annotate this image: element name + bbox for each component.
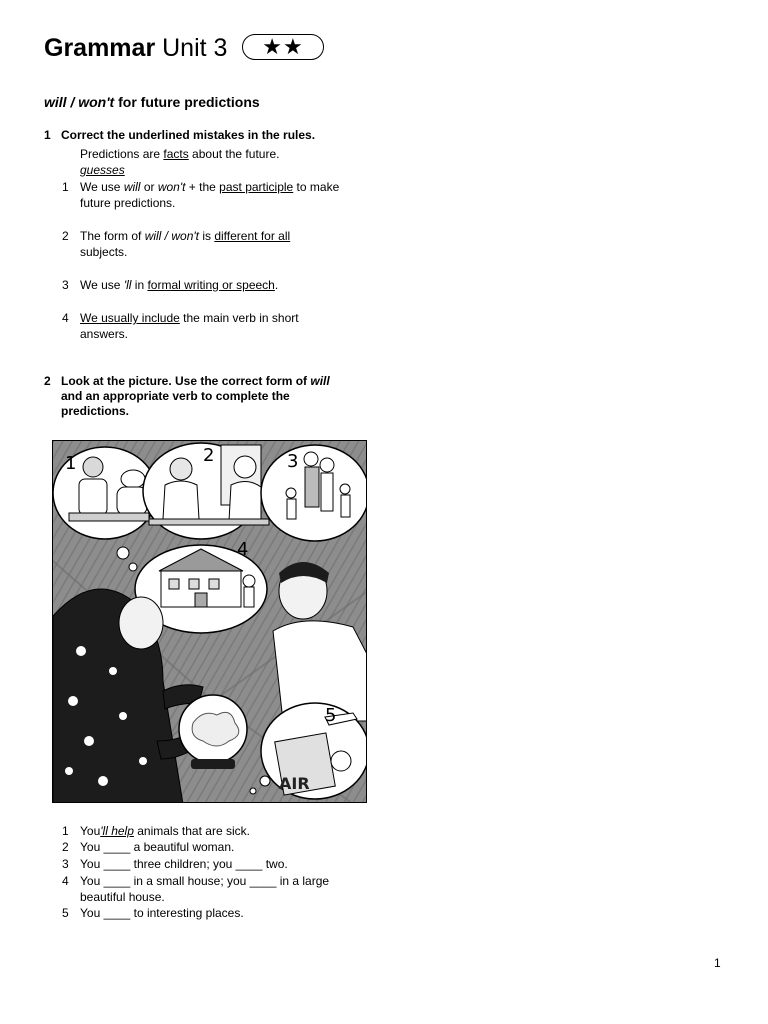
rule-1-line-1 [80,179,339,195]
rule-text: to make [293,180,340,194]
bubble-label-2: 2 [203,445,215,466]
sentence-5: You ____ to interesting places. [80,906,244,920]
bubble-label-1: 1 [65,453,77,474]
rule-1-number: 1 [62,180,69,194]
sentence-4-line-1: You ____ in a small house; you ____ in a large [80,874,330,888]
sentence-text: animals that are sick. [133,824,250,838]
rule-text: We use [80,180,124,194]
example-text-after: about the future. [188,147,280,161]
sentence-1-number: 1 [62,824,69,838]
sentence-2-number: 2 [62,840,69,854]
rule-underlined-mistake: We usually include [80,311,180,325]
sentence-3: You ____ three children; you ____ two. [80,857,288,871]
rule-2-line-1 [80,228,290,244]
rule-italic: will / won't [144,229,199,243]
exercise-2-instruction-line-1 [61,374,361,389]
sentence-5-number: 5 [62,906,69,920]
rule-text: + the [185,180,220,194]
example-text-before: Predictions are [80,147,164,161]
example-underlined: facts [163,147,189,161]
rule-text: We use [80,278,124,292]
rule-text: . [274,278,279,292]
title-bold: Grammar [44,34,156,62]
fortune-teller-illustration [52,440,367,803]
rule-2-line-2: subjects. [80,245,128,259]
rule-italic: will [123,180,141,194]
rule-underlined-mistake: different for all [214,229,291,243]
sentence-1 [80,823,250,839]
instruction-italic: will [310,374,330,388]
page-number: 1 [714,956,721,970]
rule-4-line-1 [80,310,299,326]
bubble-label-4: 4 [237,539,249,560]
exercise-2-instruction-line-2: and an appropriate verb to complete the [61,389,290,403]
subtitle-rest: for future predictions [114,94,260,110]
title-unit: Unit 3 [162,34,228,62]
rule-3-line-1 [80,277,278,293]
subtitle-slash: / [66,94,79,110]
sentence-4-line-2: beautiful house. [80,890,165,904]
star-icon: ★★ [262,34,304,59]
sentence-4-number: 4 [62,874,69,888]
exercise-1-instruction: Correct the underlined mistakes in the rules. [61,128,316,142]
illustration-svg [53,441,367,803]
subtitle-wont: won't [78,94,115,110]
rule-4-number: 4 [62,311,69,325]
thought-bubble-3 [261,445,367,541]
rule-text: in [131,278,148,292]
page-title [44,32,227,64]
example-answer [80,162,125,178]
rule-text: or [140,180,158,194]
rule-1-line-2: future predictions. [80,196,176,210]
section-subtitle [44,94,260,110]
sentence-3-number: 3 [62,857,69,871]
rule-text: is [199,229,215,243]
exercise-2-heading [44,374,364,420]
rule-italic: 'll [123,278,132,292]
difficulty-stars-badge [242,34,324,60]
instruction-text: Look at the picture. Use the correct form of [61,374,311,388]
sentence-1-answer: 'll help [100,824,134,838]
rule-underlined-mistake: past participle [219,180,294,194]
rule-text: the main verb in short [179,311,299,325]
sentence-2: You ____ a beautiful woman. [80,840,235,854]
exercise-2-instruction-line-3: predictions. [61,404,130,418]
exercise-1-number: 1 [44,128,51,142]
exercise-2-number: 2 [44,374,51,388]
sentence-text: You [80,824,101,838]
rule-3-number: 3 [62,278,69,292]
rule-4-line-2: answers. [80,327,129,341]
bubble-label-3: 3 [287,451,299,472]
rule-text: The form of [80,229,145,243]
rule-underlined-mistake: formal writing or speech [147,278,275,292]
example-sentence [80,146,279,162]
subtitle-will: will [44,94,67,110]
airport-sign-text: AIR [279,774,310,793]
bubble-label-5: 5 [325,705,337,726]
example-answer-text: guesses [80,163,125,177]
rule-2-number: 2 [62,229,69,243]
rule-italic: won't [157,180,186,194]
